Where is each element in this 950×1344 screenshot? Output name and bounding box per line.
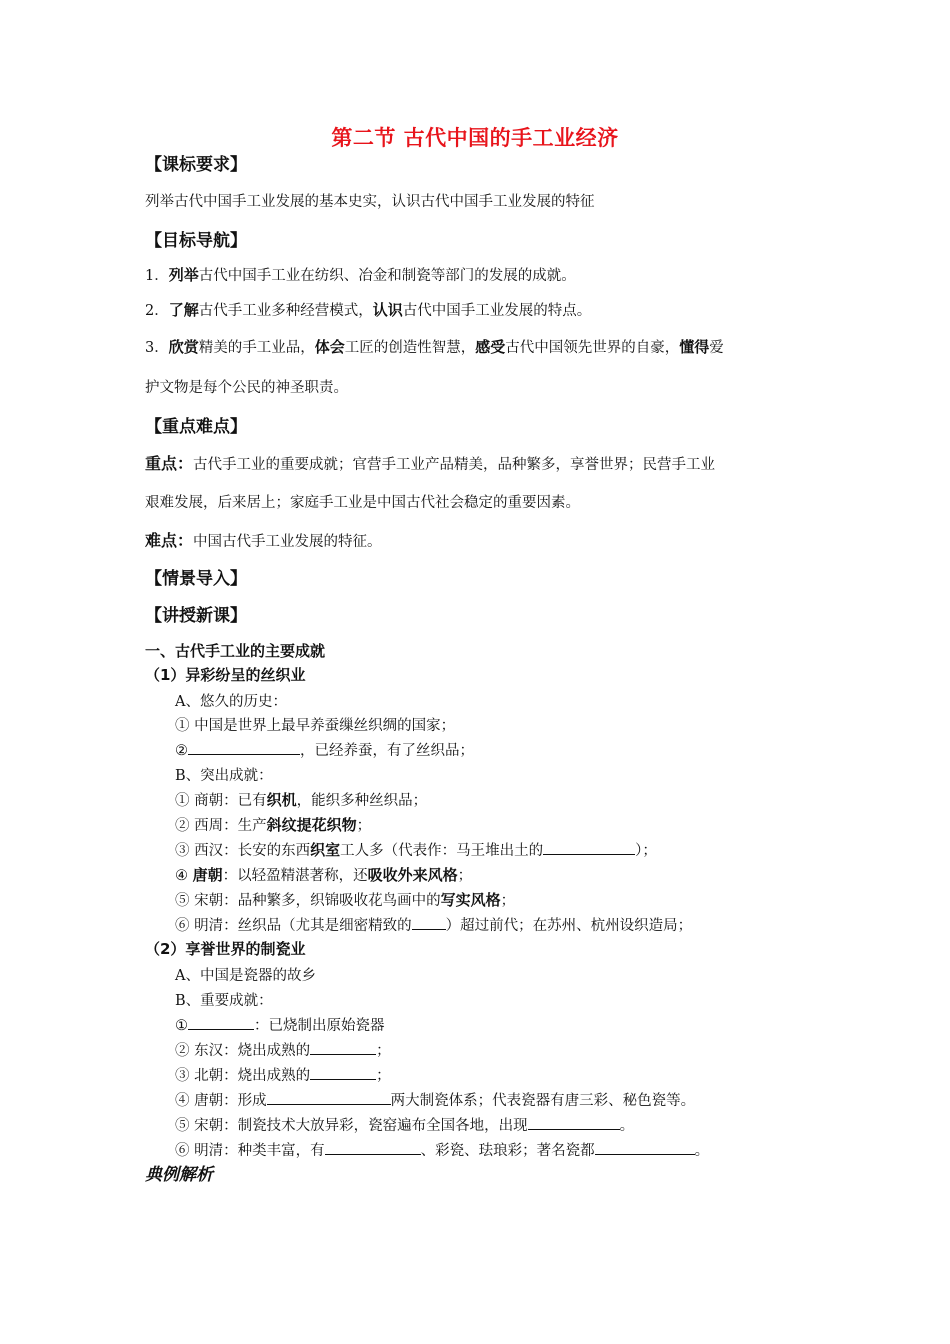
porc-1: ① ：已烧制出原始瓷器 xyxy=(175,1014,385,1035)
page-title: 第二节 古代中国的手工业经济 xyxy=(331,126,619,150)
fill-blank[interactable] xyxy=(543,840,635,855)
goal-2: 2．了解古代手工业多种经营模式，认识古代中国手工业发展的特点。 xyxy=(145,301,592,319)
part-1-heading: 一、古代手工业的主要成就 xyxy=(145,642,326,660)
kebiao-text: 列举古代中国手工业发展的基本史实，认识古代中国手工业发展的特征 xyxy=(145,194,595,210)
porc-b: B、重要成就： xyxy=(175,993,273,1009)
porc-5: ⑤ 宋朝：制瓷技术大放异彩，瓷窑遍布全国各地，出现 。 xyxy=(175,1114,634,1135)
silk-b: B、突出成就： xyxy=(175,768,273,784)
silk-b3: ③ 西汉：长安的东西织室工人多（代表作：马王堆出土的 ）； xyxy=(175,841,657,859)
goal-3-cont: 护文物是每个公民的神圣职责。 xyxy=(145,380,348,396)
porc-3: ③ 北朝：烧出成熟的 ； xyxy=(175,1064,391,1085)
difficult-point: 难点：中国古代手工业发展的特征。 xyxy=(145,531,382,550)
fill-blank[interactable] xyxy=(412,915,446,930)
silk-a: A、悠久的历史： xyxy=(175,694,287,710)
goal-1: 1．列举古代中国手工业在纺织、冶金和制瓷等部门的发展的成就。 xyxy=(145,266,576,284)
silk-b6: ⑥ 明清：丝织品（尤其是细密精致的 ）超过前代；在苏州、杭州设织造局； xyxy=(175,914,692,935)
porc-4: ④ 唐朝：形成 两大制瓷体系；代表瓷器有唐三彩、秘色瓷等。 xyxy=(175,1089,695,1110)
heading-qingjing: 【情景导入】 xyxy=(145,569,247,589)
silk-a1: ① 中国是世界上最早养蚕缫丝织绸的国家； xyxy=(175,718,456,734)
porc-a: A、中国是瓷器的故乡 xyxy=(175,968,316,984)
silk-b4: ④ 唐朝：以轻盈精湛著称，还吸收外来风格； xyxy=(175,866,473,884)
porcelain-heading: （2）享誉世界的制瓷业 xyxy=(145,940,306,958)
silk-b2: ② 西周：生产斜纹提花织物； xyxy=(175,816,372,834)
fill-blank[interactable] xyxy=(325,1140,421,1155)
example-heading: 典例解析 xyxy=(145,1165,213,1185)
heading-zhongdian: 【重点难点】 xyxy=(145,417,247,437)
porc-6: ⑥ 明清：种类丰富，有 、彩瓷、珐琅彩；著名瓷都 。 xyxy=(175,1139,709,1160)
heading-kebiao: 【课标要求】 xyxy=(145,155,247,175)
heading-mubiao: 【目标导航】 xyxy=(145,231,247,251)
fill-blank[interactable] xyxy=(188,740,300,755)
fill-blank[interactable] xyxy=(528,1115,620,1130)
fill-blank[interactable] xyxy=(595,1140,695,1155)
silk-heading: （1）异彩纷呈的丝织业 xyxy=(145,666,306,684)
goal-3: 3．欣赏精美的手工业品，体会工匠的创造性智慧，感受古代中国领先世界的自豪，懂得爱 xyxy=(145,338,724,356)
fill-blank[interactable] xyxy=(267,1090,391,1105)
porc-2: ② 东汉：烧出成熟的 ； xyxy=(175,1039,391,1060)
key-point-cont: 艰难发展，后来居上；家庭手工业是中国古代社会稳定的重要因素。 xyxy=(145,495,580,511)
key-point: 重点：古代手工业的重要成就；官营手工业产品精美，品种繁多，享誉世界；民营手工业 xyxy=(145,454,716,473)
fill-blank[interactable] xyxy=(310,1065,376,1080)
heading-jiangshou: 【讲授新课】 xyxy=(145,606,247,626)
silk-a2: ② ，已经养蚕，有了丝织品； xyxy=(175,739,474,760)
silk-b1: ① 商朝：已有织机，能织多种丝织品； xyxy=(175,791,428,809)
silk-b5: ⑤ 宋朝：品种繁多，织锦吸收花鸟画中的写实风格； xyxy=(175,891,516,909)
fill-blank[interactable] xyxy=(188,1015,254,1030)
fill-blank[interactable] xyxy=(310,1040,376,1055)
